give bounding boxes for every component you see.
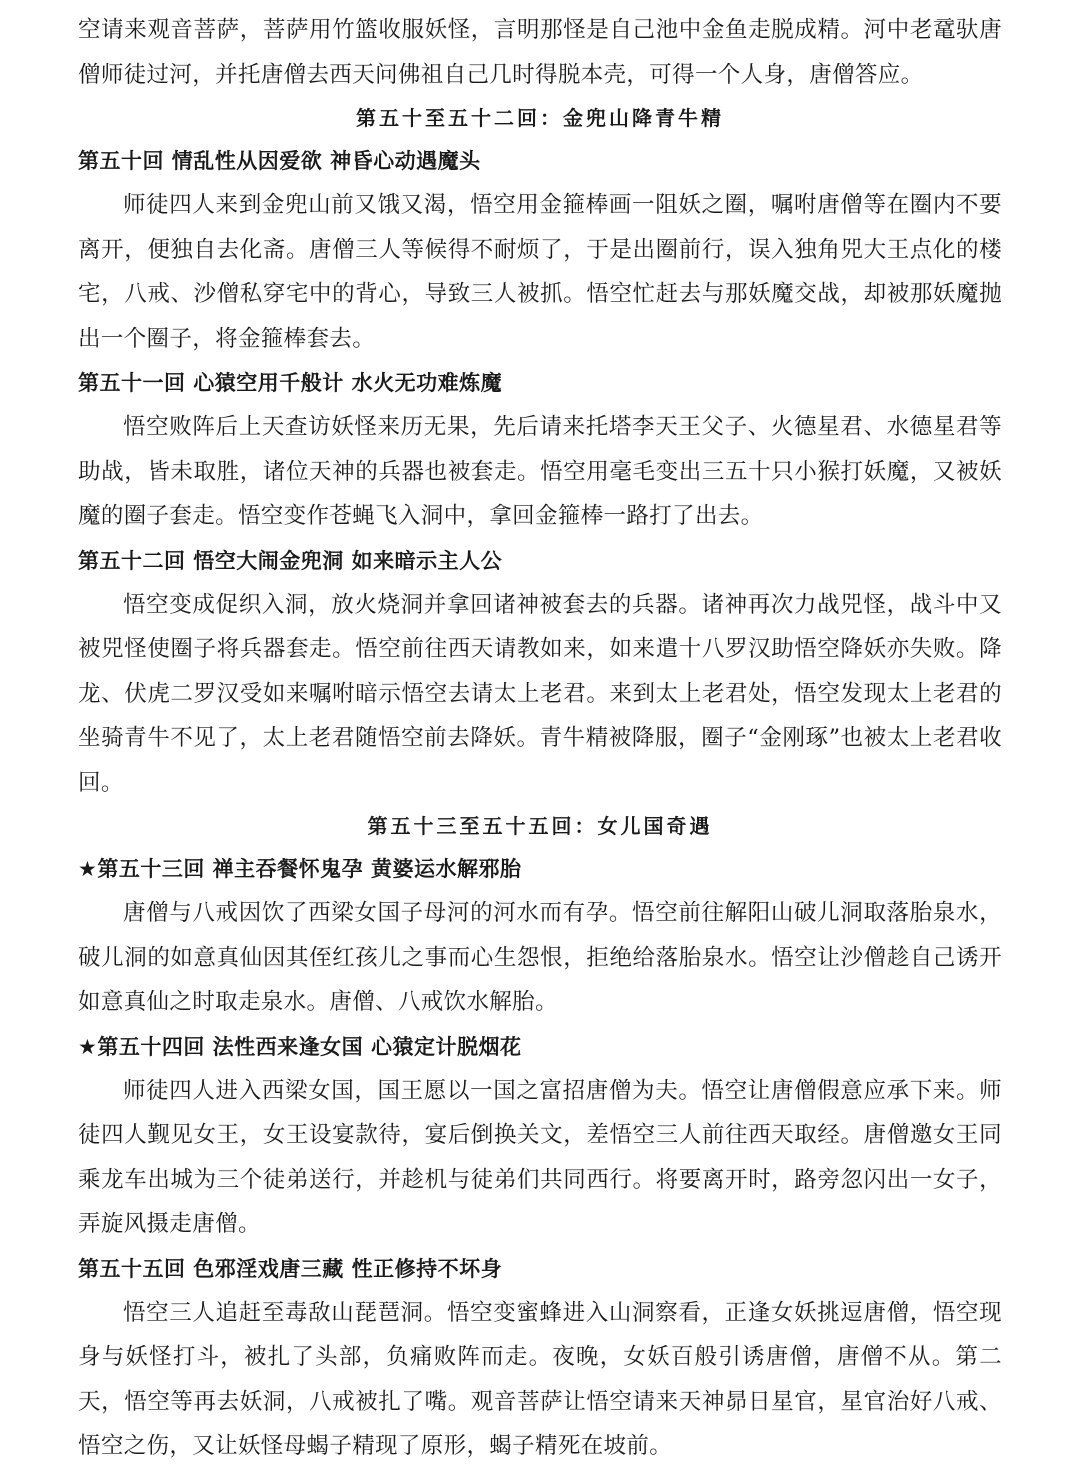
chapter-title: 第五十回 情乱性从因爱欲 神昏心动遇魔头: [78, 149, 481, 173]
section-heading: 第五十至五十二回：金兜山降青牛精: [356, 106, 724, 130]
chapter-heading: [78, 539, 1002, 583]
chapter-heading: [78, 361, 1002, 405]
star-marker: ★: [78, 1034, 98, 1059]
chapter-summary-paragraph: 悟空三人追赶至毒敌山琵琶洞。悟空变蜜蜂进入山洞察看，正逢女妖挑逗唐僧，悟空现身与妖怪打斗，被扎了头部，负痛败阵而走。夜晚，女妖百般引诱唐僧，唐僧不从。第二天，悟空等再去妖洞，八戒被扎了嘴。观音菩萨让悟空请来天神昴日星官，星官治好八戒、悟空之伤，又让妖怪母蝎子精现了原形，蝎子精死在坡前。: [78, 1299, 1002, 1459]
chapter-summary-paragraph: 悟空变成促织入洞，放火烧洞并拿回诸神被套去的兵器。诸神再次力战兕怪，战斗中又被兕怪使圈子将兵器套走。悟空前往西天请教如来，如来遣十八罗汉助悟空降妖亦失败。降龙、伏虎二罗汉受如来嘱咐暗示悟空去请太上老君。来到太上老君处，悟空发现太上老君的坐骑青牛不见了，太上老君随悟空前去降妖。青牛精被降服，圈子“金刚琢”也被太上老君收回。: [78, 591, 1002, 796]
chapter-summary-paragraph: 悟空败阵后上天查访妖怪来历无果，先后请来托塔李天王父子、火德星君、水德星君等助战，皆未取胜，诸位天神的兵器也被套走。悟空用毫毛变出三五十只小猴打妖魔，又被妖魔的圈子套走。悟空变作苍蝇飞入洞中，拿回金箍棒一路打了出去。: [78, 414, 1002, 529]
chapter-title: 第五十五回 色邪淫戏唐三藏 性正修持不坏身: [78, 1256, 503, 1281]
chapter-title: 第五十四回 法性西来逢女国 心猿定计脱烟花: [97, 1034, 522, 1059]
chapter-summary-paragraph: 唐僧与八戒因饮了西梁女国子母河的河水而有孕。悟空前往解阳山破儿洞取落胎泉水，破儿洞的如意真仙因其侄红孩儿之事而心生怨恨，拒绝给落胎泉水。悟空让沙僧趁自己诱开如意真仙之时取走泉水。唐僧、八戒饮水解胎。: [78, 900, 1002, 1015]
chapter-summary-paragraph: 师徒四人来到金兜山前又饿又渴，悟空用金箍棒画一阻妖之圈，嘱咐唐僧等在圈内不要离开，便独自去化斋。唐僧三人等候得不耐烦了，于是出圈前行，误入独角兕大王点化的楼宅，八戒、沙僧私穿宅中的背心，导致三人被抓。悟空忙赶去与那妖魔交战，却被那妖魔抛出一个圈子，将金箍棒套去。: [78, 192, 1002, 352]
section-heading: 第五十三至五十五回：女儿国奇遇: [367, 814, 713, 838]
chapter-heading: [78, 1025, 1002, 1069]
star-marker: ★: [78, 857, 98, 881]
chapter-summary-paragraph: 师徒四人进入西梁女国，国王愿以一国之富招唐僧为夫。悟空让唐僧假意应承下来。师徒四人觐见女王，女王设宴款待，宴后倒换关文，差悟空三人前往西天取经。唐僧邀女王同乘龙车出城为三个徒弟送行，并趁机与徒弟们共同西行。将要离开时，路旁忽闪出一女子，弄旋风摄走唐僧。: [78, 1077, 1002, 1237]
chapter-title: 第五十二回 悟空大闹金兜洞 如来暗示主人公: [78, 548, 503, 573]
chapter-title: 第五十三回 禅主吞餐怀鬼孕 黄婆运水解邪胎: [97, 857, 522, 881]
chapter-heading: [78, 847, 1002, 891]
chapter-title: 第五十一回 心猿空用千般计 水火无功难炼魔: [78, 371, 503, 395]
chapter-heading: [78, 1247, 1002, 1291]
chapter-heading: [78, 139, 1002, 183]
continuation-paragraph: 空请来观音菩萨，菩萨用竹篮收服妖怪，言明那怪是自己池中金鱼走脱成精。河中老鼋驮唐僧师徒过河，并托唐僧去西天问佛祖自己几时得脱本壳，可得一个人身，唐僧答应。: [78, 17, 1002, 88]
